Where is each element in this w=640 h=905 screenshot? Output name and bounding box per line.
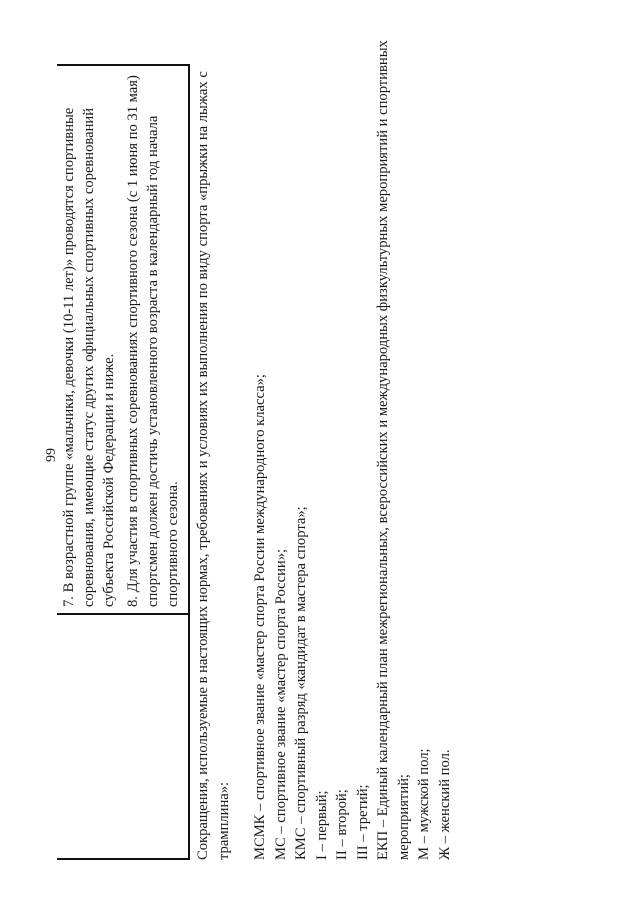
abbreviation-item: КМС – спортивный разряд «кандидат в мастера спорта»; (293, 506, 309, 860)
page-number: 99 (44, 448, 59, 462)
abbreviation-item: МС – спортивное звание «мастер спорта России»; (272, 548, 289, 860)
abbreviations-intro: Сокращения, используемые в настоящих нормах, требованиях и условиях их выполнения по виду спорта «прыжки на лыжах с трамплина»: (195, 71, 232, 860)
abbreviation-item: М – мужской пол; (416, 748, 432, 860)
abbreviation-item: ЕКП – Единый календарный план межрегиональных, всероссийских и международных физкультурных мероприятий и спортивных мероприятий; (375, 40, 412, 860)
table-note-7: 7. В возрастной группе «мальчики, девочки (10-11 лет)» проводятся спортивные соревнования, имеющие статус других официальных спортивных соревнований субъекта Российской Федерации и ниже. (61, 107, 117, 607)
table-left-column (57, 613, 188, 858)
abbreviation-item: МСМК – спортивное звание «мастер спорта России международного класса»; (252, 374, 268, 860)
abbreviation-item: III – третий; (354, 784, 371, 860)
table-right-column (57, 66, 188, 613)
requirements-table-fragment (57, 64, 190, 860)
abbreviation-item: Ж – женский пол. (436, 749, 453, 860)
table-note-8: 8. Для участия в спортивных соревнованиях спортивного сезона (с 1 июня по 31 мая) спортсмен должен достичь установленного возраста в календарный год начала спортивного сезона. (125, 75, 181, 607)
abbreviation-item: II – второй; (334, 789, 350, 860)
abbreviation-item: I – первый; (313, 790, 330, 860)
abbreviations-section (193, 40, 455, 860)
